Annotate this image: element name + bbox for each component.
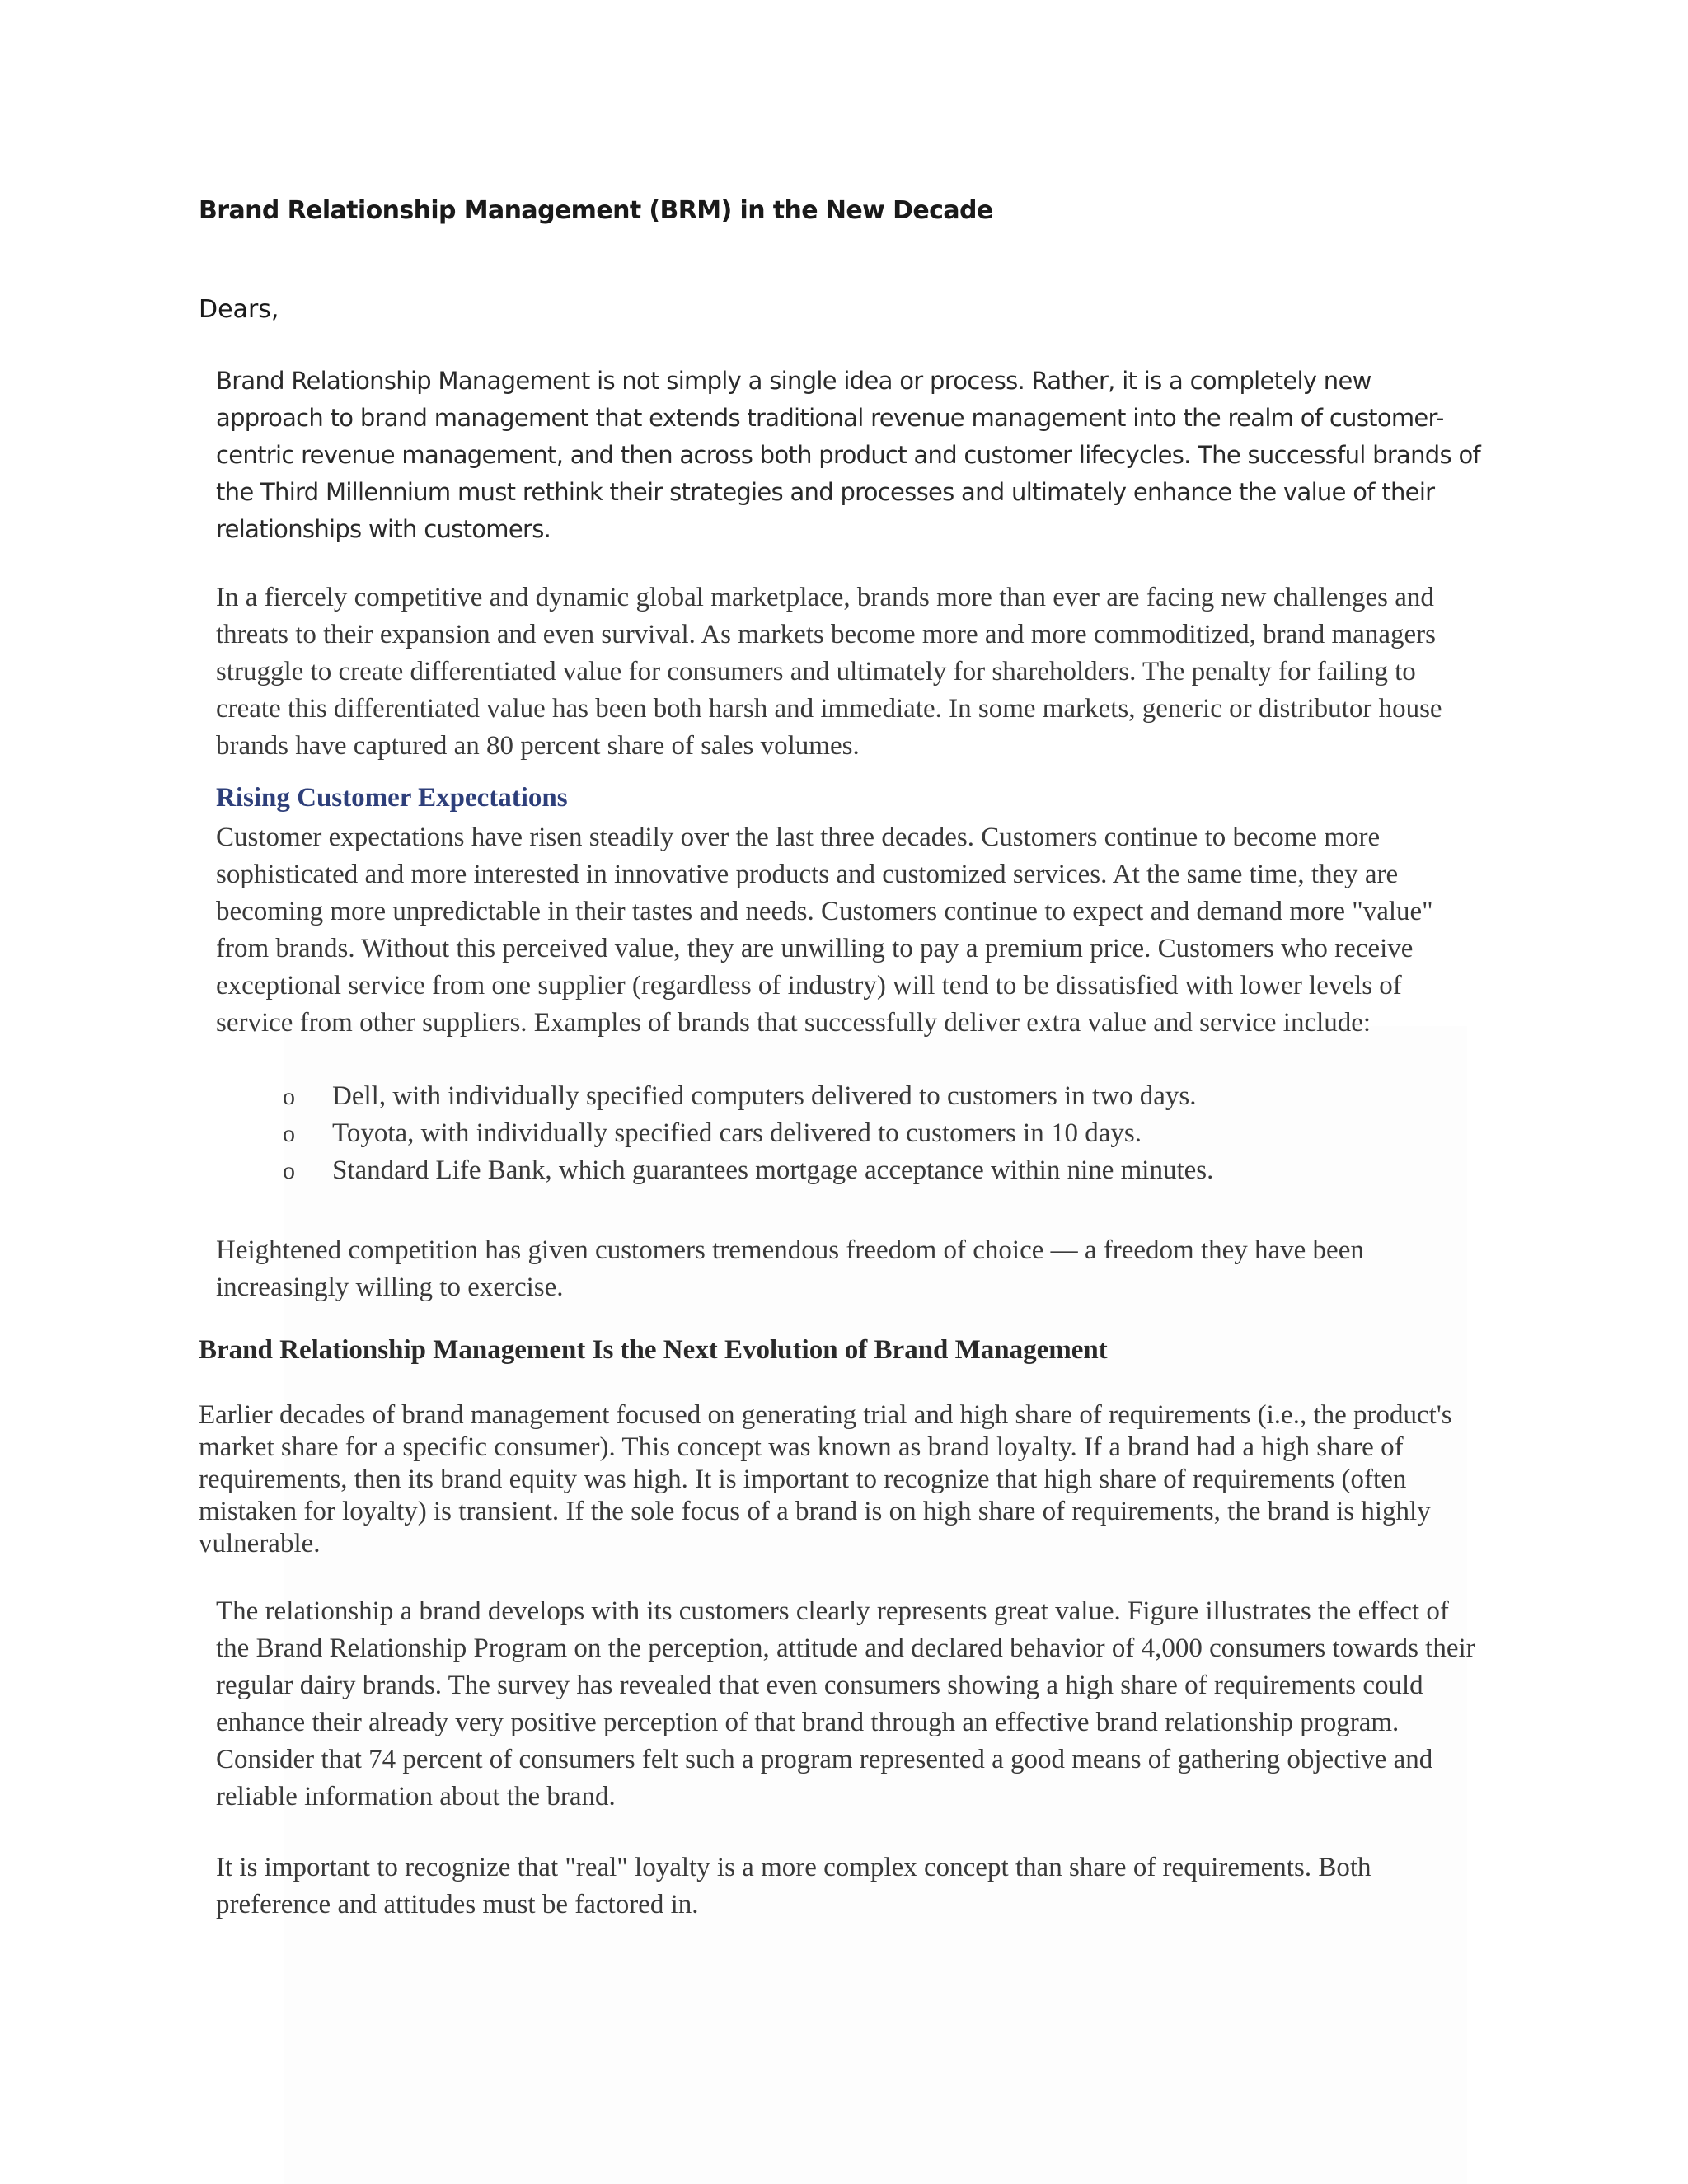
list-item-text: Standard Life Bank, which guarantees mortgage acceptance within nine minutes. [332, 1155, 1214, 1185]
loyalty-paragraph: It is important to recognize that "real" loyalty is a more complex concept than share of requirements. Both preference and attitudes must be factored in. [216, 1853, 1372, 1919]
history-paragraph: Earlier decades of brand management focused on generating trial and high share of requirements (i.e., the product's market share for a specific consumer). This concept was known as brand loyalty. If a brand had a high share of requirements, then its brand equity was high. It is important to recognize that high share of requirements (often mistaken for loyalty) is transient. If the sole focus of a brand is on high share of requirements, the brand is highly vulnerable. [199, 1400, 1452, 1558]
document-title: Brand Relationship Management (BRM) in the New Decade [199, 196, 993, 225]
bullet-marker: o [283, 1157, 295, 1184]
examples-list [216, 1078, 1485, 1189]
greeting: Dears, [199, 295, 279, 324]
list-item [216, 1115, 1485, 1152]
relationship-paragraph: The relationship a brand develops with its customers clearly represents great value. Figure illustrates the effect of the Brand Relationship Program on the perception, attitude and declared behavior of 4,000 consumers towards their regular dairy brands. The survey has revealed that even consumers showing a high share of requirements could enhance their already very positive perception of that brand through an effective brand relationship program. Consider that 74 percent of consumers felt such a program represented a good means of gathering objective and reliable information about the brand. [216, 1596, 1475, 1811]
market-paragraph: In a fiercely competitive and dynamic global marketplace, brands more than ever are facing new challenges and threats to their expansion and even survival. As markets become more and more commoditized, brand managers struggle to create differentiated value for consumers and ultimately for shareholders. The penalty for failing to create this differentiated value has been both harsh and immediate. In some markets, generic or distributor house brands have captured an 80 percent share of sales volumes. [216, 583, 1442, 761]
brm-evolution-heading: Brand Relationship Management Is the Next Evolution of Brand Management [199, 1335, 1108, 1365]
intro-paragraph: Brand Relationship Management is not simply a single idea or process. Rather, it is a completely new approach to brand management that extends traditional revenue management into the realm of customer-centric revenue management, and then across both product and customer lifecycles. The successful brands of the Third Millennium must rethink their strategies and processes and ultimately enhance the value of their relationships with customers. [216, 367, 1480, 543]
bullet-marker: o [283, 1083, 295, 1110]
bullet-marker: o [283, 1120, 295, 1147]
competition-paragraph: Heightened competition has given customers tremendous freedom of choice — a freedom they have been increasingly willing to exercise. [216, 1235, 1364, 1302]
list-item [216, 1078, 1485, 1115]
rising-expectations-heading: Rising Customer Expectations [216, 783, 568, 813]
list-item [216, 1152, 1485, 1189]
rising-expectations-paragraph: Customer expectations have risen steadily over the last three decades. Customers continue to become more sophisticated and more interested in innovative products and customized services. At the same time, they are becoming more unpredictable in their tastes and needs. Customers continue to expect and demand more "value" from brands. Without this perceived value, they are unwilling to pay a premium price. Customers who receive exceptional service from one supplier (regardless of industry) will tend to be dissatisfied with lower levels of service from other suppliers. Examples of brands that successfully deliver extra value and service include: [216, 823, 1433, 1038]
list-item-text: Dell, with individually specified computers delivered to customers in two days. [332, 1081, 1197, 1111]
list-item-text: Toyota, with individually specified cars delivered to customers in 10 days. [332, 1118, 1142, 1148]
